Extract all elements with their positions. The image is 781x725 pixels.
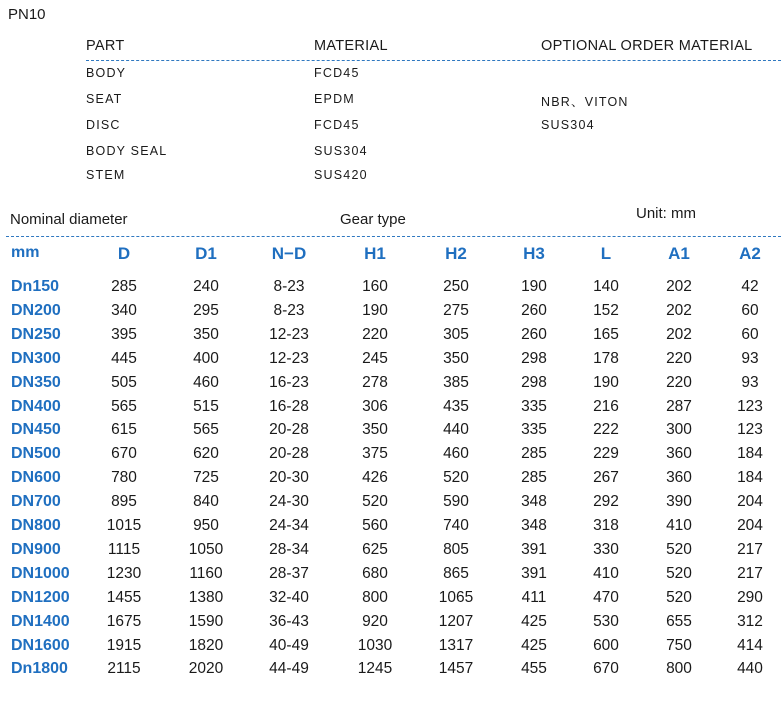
h3-cell: 411 (521, 588, 547, 606)
materials-row (86, 144, 781, 164)
l-cell: 530 (593, 612, 619, 630)
h3-cell: 425 (521, 612, 547, 630)
pressure-rating-label: PN10 (8, 6, 46, 23)
a1-cell: 390 (666, 493, 692, 511)
nominal-size-cell: DN250 (11, 325, 61, 343)
materials-row (86, 118, 781, 138)
d-cell: 565 (111, 397, 137, 415)
materials-header-part: PART (86, 38, 125, 54)
d-cell: 1015 (106, 517, 142, 534)
d1-cell: 515 (193, 397, 219, 415)
material-cell: SUS304 (314, 144, 368, 158)
h1-cell: 520 (362, 493, 388, 511)
h1-cell: 245 (362, 349, 388, 367)
nominal-size-cell: DN450 (11, 421, 61, 439)
a2-cell: 204 (737, 517, 763, 534)
materials-row (86, 66, 781, 86)
nominal-size-cell: DN1000 (11, 564, 70, 582)
material-cell: EPDM (314, 92, 355, 106)
material-cell: FCD45 (314, 118, 360, 132)
h1-cell: 1245 (357, 660, 393, 678)
a2-cell: 184 (737, 469, 763, 487)
n-d-cell: 20-28 (269, 421, 309, 439)
h3-cell: 391 (521, 564, 547, 582)
nominal-size-cell: DN350 (11, 373, 61, 391)
n-d-cell: 28-34 (269, 540, 309, 558)
l-cell: 152 (593, 301, 619, 319)
n-d-cell: 44-49 (269, 660, 309, 678)
materials-row (86, 92, 781, 112)
n-d-cell: 12-23 (269, 325, 309, 343)
d1-cell: 350 (193, 325, 219, 343)
d-cell: 670 (111, 445, 137, 463)
a1-cell: 520 (666, 564, 692, 582)
header-d1: D1 (195, 244, 217, 263)
nominal-size-cell: DN600 (11, 469, 61, 487)
d-cell: 1230 (106, 564, 142, 582)
h2-cell: 1065 (438, 588, 474, 606)
h1-cell: 350 (362, 421, 388, 439)
h3-cell: 425 (521, 636, 547, 654)
h2-cell: 350 (443, 349, 469, 367)
h3-cell: 190 (521, 278, 547, 295)
a2-cell: 290 (737, 588, 763, 606)
h2-cell: 520 (443, 469, 469, 487)
table-row (0, 278, 781, 302)
dimensions-divider (6, 236, 781, 237)
h1-cell: 560 (362, 517, 388, 534)
nominal-diameter-label: Nominal diameter (10, 211, 128, 228)
l-cell: 190 (593, 373, 619, 391)
h2-cell: 1317 (438, 636, 474, 654)
n-d-cell: 40-49 (269, 636, 309, 654)
nominal-size-cell: DN500 (11, 445, 61, 463)
h3-cell: 335 (521, 397, 547, 415)
l-cell: 267 (593, 469, 619, 487)
l-cell: 292 (593, 493, 619, 511)
l-cell: 318 (593, 517, 619, 534)
d-cell: 1675 (106, 612, 142, 630)
l-cell: 216 (593, 397, 619, 415)
h1-cell: 920 (362, 612, 388, 630)
a1-cell: 520 (666, 540, 692, 558)
dimensions-header-row (0, 244, 781, 266)
h1-cell: 220 (362, 325, 388, 343)
h2-cell: 305 (443, 325, 469, 343)
h3-cell: 348 (521, 493, 547, 511)
l-cell: 229 (593, 445, 619, 463)
h3-cell: 348 (521, 517, 547, 534)
d-cell: 1115 (107, 540, 141, 558)
part-cell: STEM (86, 168, 126, 182)
table-row (0, 350, 781, 374)
table-row (0, 637, 781, 661)
table-row (0, 374, 781, 398)
d-cell: 1455 (106, 588, 142, 606)
h3-cell: 391 (521, 540, 547, 558)
a2-cell: 204 (737, 493, 763, 511)
n-d-cell: 16-23 (269, 373, 309, 391)
nominal-size-cell: DN400 (11, 397, 61, 415)
part-cell: BODY SEAL (86, 144, 168, 158)
nominal-size-cell: DN1600 (11, 636, 70, 654)
h1-cell: 160 (362, 278, 388, 295)
l-cell: 140 (593, 278, 619, 295)
a2-cell: 60 (741, 325, 759, 343)
h2-cell: 590 (443, 493, 469, 511)
a1-cell: 410 (666, 517, 692, 534)
h3-cell: 285 (521, 469, 547, 487)
h3-cell: 285 (521, 445, 547, 463)
nominal-size-cell: DN1200 (11, 588, 70, 606)
a1-cell: 220 (666, 349, 692, 367)
d1-cell: 1590 (188, 612, 224, 630)
part-cell: BODY (86, 66, 127, 80)
l-cell: 600 (593, 636, 619, 654)
h2-cell: 1207 (438, 612, 474, 630)
a2-cell: 123 (737, 397, 763, 415)
d1-cell: 565 (193, 421, 219, 439)
table-row (0, 398, 781, 422)
nominal-size-cell: Dn1800 (11, 660, 68, 678)
nominal-size-cell: DN800 (11, 517, 61, 534)
d1-cell: 240 (193, 278, 219, 295)
a1-cell: 202 (666, 301, 692, 319)
table-row (0, 660, 781, 684)
table-row (0, 589, 781, 613)
l-cell: 670 (593, 660, 619, 678)
a1-cell: 360 (666, 445, 692, 463)
h1-cell: 306 (362, 397, 388, 415)
d-cell: 615 (111, 421, 137, 439)
table-row (0, 565, 781, 589)
header-l: L (600, 244, 612, 263)
h2-cell: 460 (443, 445, 469, 463)
table-row (0, 326, 781, 350)
a2-cell: 312 (737, 612, 763, 630)
nominal-size-cell: DN700 (11, 493, 61, 511)
materials-header-material: MATERIAL (314, 38, 388, 54)
h1-cell: 426 (362, 469, 388, 487)
materials-divider (86, 60, 781, 61)
d1-cell: 840 (193, 493, 219, 511)
material-cell: FCD45 (314, 66, 360, 80)
a2-cell: 414 (737, 636, 763, 654)
h3-cell: 455 (521, 660, 547, 678)
h1-cell: 680 (362, 564, 388, 582)
d1-cell: 400 (193, 349, 219, 367)
n-d-cell: 16-28 (269, 397, 309, 415)
optional-material-cell: NBR、VITON (541, 95, 629, 109)
d-cell: 895 (111, 493, 137, 511)
materials-header-row (86, 38, 781, 60)
a2-cell: 217 (737, 540, 763, 558)
table-row (0, 541, 781, 565)
a2-cell: 217 (737, 564, 763, 582)
header-a1: A1 (668, 244, 690, 263)
l-cell: 410 (593, 564, 619, 582)
n-d-cell: 32-40 (269, 588, 309, 606)
a2-cell: 93 (741, 373, 759, 391)
optional-material-cell: SUS304 (541, 118, 595, 132)
table-row (0, 613, 781, 637)
d-cell: 395 (111, 325, 137, 343)
d-cell: 1915 (106, 636, 142, 654)
d1-cell: 620 (193, 445, 219, 463)
material-cell: SUS420 (314, 168, 368, 182)
table-row (0, 302, 781, 326)
h1-cell: 625 (362, 540, 388, 558)
h1-cell: 375 (362, 445, 388, 463)
l-cell: 222 (593, 421, 619, 439)
d-cell: 2115 (107, 660, 141, 678)
d1-cell: 950 (193, 517, 219, 534)
nominal-size-cell: DN900 (11, 540, 61, 558)
h3-cell: 335 (521, 421, 547, 439)
table-row (0, 469, 781, 493)
h1-cell: 278 (362, 373, 388, 391)
a2-cell: 42 (741, 278, 759, 295)
header-h1: H1 (364, 244, 386, 263)
table-row (0, 421, 781, 445)
nominal-size-cell: Dn150 (11, 278, 60, 295)
l-cell: 470 (593, 588, 619, 606)
a1-cell: 202 (666, 278, 692, 295)
h2-cell: 1457 (438, 660, 474, 678)
a1-cell: 287 (666, 397, 692, 415)
nominal-size-cell: DN300 (11, 349, 61, 367)
d1-cell: 1160 (189, 564, 223, 582)
h3-cell: 298 (521, 349, 547, 367)
h2-cell: 805 (443, 540, 469, 558)
table-row (0, 445, 781, 469)
l-cell: 178 (593, 349, 619, 367)
a1-cell: 750 (666, 636, 692, 654)
d-cell: 285 (111, 278, 137, 295)
h3-cell: 260 (521, 301, 547, 319)
header-mm: mm (11, 244, 40, 261)
n-d-cell: 36-43 (269, 612, 309, 630)
n-d-cell: 8-23 (273, 278, 305, 295)
n-d-cell: 20-30 (269, 469, 309, 487)
h3-cell: 260 (521, 325, 547, 343)
d1-cell: 2020 (188, 660, 224, 678)
gear-type-label: Gear type (340, 211, 406, 228)
header-a2: A2 (739, 244, 761, 263)
h2-cell: 865 (443, 564, 469, 582)
a1-cell: 300 (666, 421, 692, 439)
a2-cell: 440 (737, 660, 763, 678)
h3-cell: 298 (521, 373, 547, 391)
d1-cell: 295 (193, 301, 219, 319)
d1-cell: 1820 (188, 636, 224, 654)
n-d-cell: 20-28 (269, 445, 309, 463)
d-cell: 505 (111, 373, 137, 391)
header-n-d: N−D (271, 244, 307, 263)
d-cell: 780 (111, 469, 137, 487)
a2-cell: 60 (741, 301, 759, 319)
d1-cell: 725 (193, 469, 219, 487)
nominal-size-cell: DN200 (11, 301, 61, 319)
l-cell: 330 (593, 540, 619, 558)
h1-cell: 190 (362, 301, 388, 319)
a1-cell: 655 (666, 612, 692, 630)
a2-cell: 93 (741, 349, 759, 367)
a2-cell: 123 (737, 421, 763, 439)
h2-cell: 250 (443, 278, 469, 295)
table-row (0, 517, 781, 541)
d1-cell: 460 (193, 373, 219, 391)
n-d-cell: 28-37 (269, 564, 309, 582)
d1-cell: 1050 (188, 540, 224, 558)
n-d-cell: 12-23 (269, 349, 309, 367)
h1-cell: 1030 (357, 636, 393, 654)
a1-cell: 202 (666, 325, 692, 343)
n-d-cell: 8-23 (273, 301, 305, 319)
h2-cell: 740 (443, 517, 469, 534)
header-h2: H2 (445, 244, 467, 263)
a1-cell: 520 (666, 588, 692, 606)
h1-cell: 800 (362, 588, 388, 606)
part-cell: DISC (86, 118, 121, 132)
h2-cell: 440 (443, 421, 469, 439)
h2-cell: 275 (443, 301, 469, 319)
a2-cell: 184 (737, 445, 763, 463)
d-cell: 340 (111, 301, 137, 319)
part-cell: SEAT (86, 92, 123, 106)
materials-header-optional: OPTIONAL ORDER MATERIAL (541, 38, 753, 54)
nominal-size-cell: DN1400 (11, 612, 70, 630)
header-h3: H3 (523, 244, 545, 263)
table-row (0, 493, 781, 517)
h2-cell: 385 (443, 373, 469, 391)
a1-cell: 800 (666, 660, 692, 678)
n-d-cell: 24-34 (269, 517, 309, 534)
d1-cell: 1380 (188, 588, 224, 606)
a1-cell: 360 (666, 469, 692, 487)
h2-cell: 435 (443, 397, 469, 415)
a1-cell: 220 (666, 373, 692, 391)
materials-row (86, 168, 781, 188)
l-cell: 165 (593, 325, 619, 343)
header-d: D (117, 244, 131, 263)
unit-label: Unit: mm (636, 205, 696, 222)
n-d-cell: 24-30 (269, 493, 309, 511)
d-cell: 445 (111, 349, 137, 367)
